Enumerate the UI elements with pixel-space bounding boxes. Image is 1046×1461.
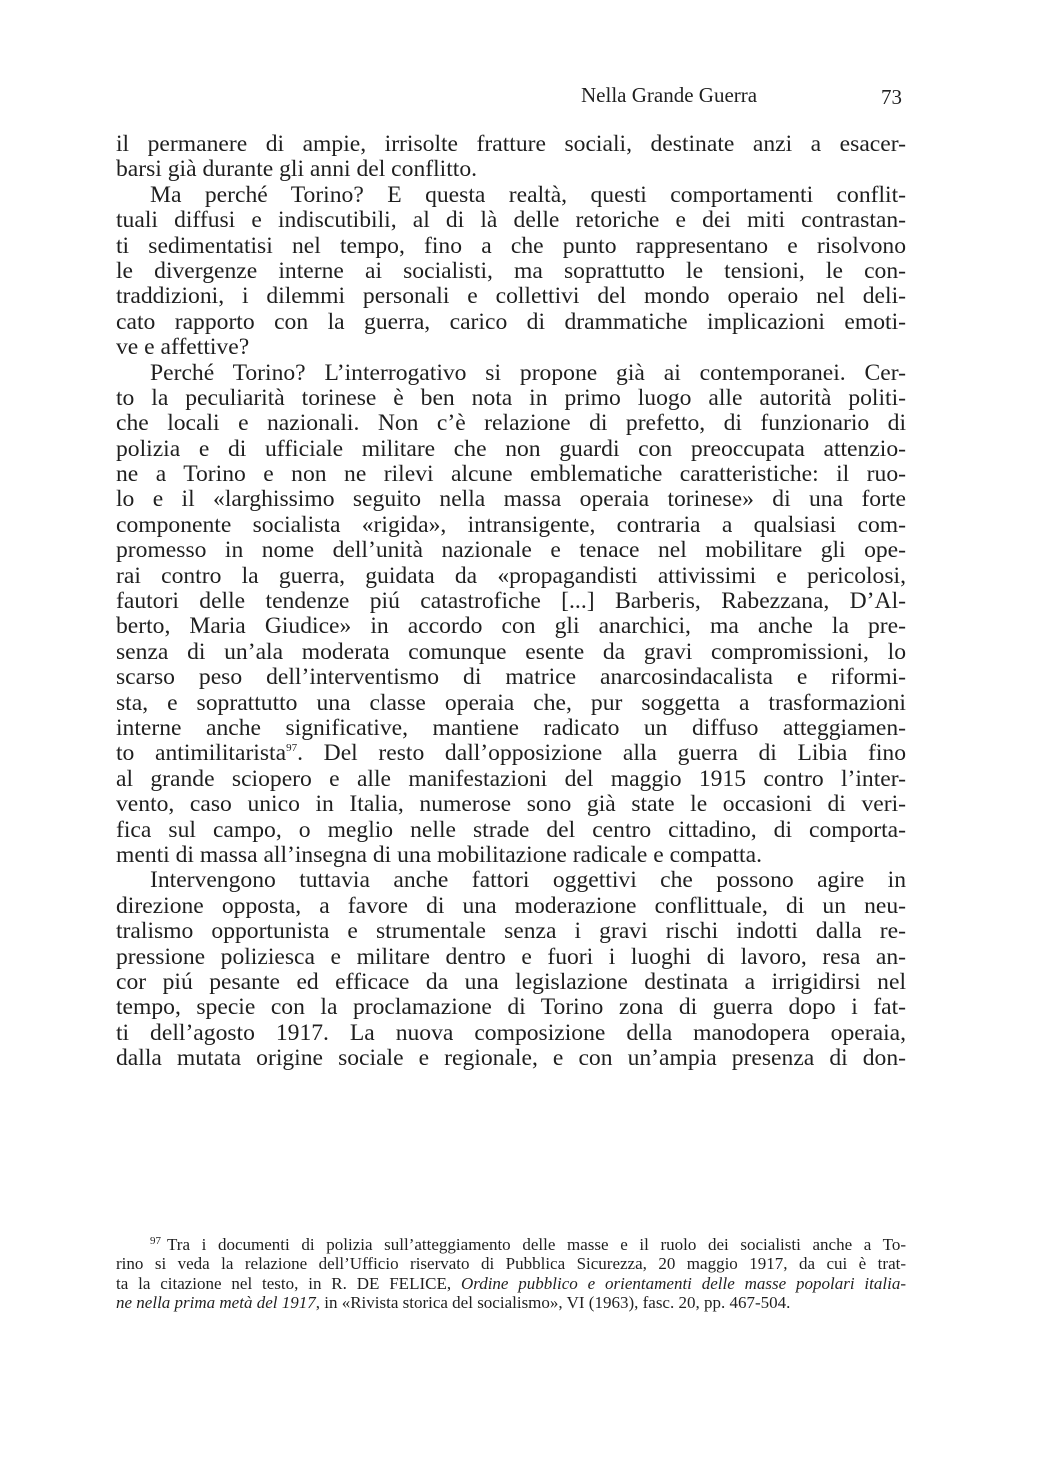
- footnote-title-cont: ne nella prima metà del 1917: [116, 1293, 316, 1313]
- text-line: tuali diffusi e indiscutibili, al di là delle retoriche e dei miti contrastan-: [116, 207, 906, 234]
- text-line: ne a Torino e non ne rilevi alcune emblematiche caratteristiche: il ruo-: [116, 461, 906, 488]
- text-line: menti di massa all’insegna di una mobilitazione radicale e compatta.: [116, 841, 762, 868]
- footnotes: [116, 1235, 906, 1313]
- text-line: scarso peso dell’interventismo di matrice anarcosindacalista e riformi-: [116, 664, 906, 691]
- text-line: direzione opposta, a favore di una moderazione conflittuale, di un neu-: [116, 892, 906, 919]
- footnote-line: ne nella prima metà del 1917, in «Rivista storica del socialismo», VI (1963), fasc. 20, pp. 467-504.: [116, 1293, 791, 1313]
- text-line: il permanere di ampie, irrisolte fratture sociali, destinate anzi a esacer-: [116, 131, 906, 157]
- text-line: senza di un’ala moderata comunque esente da gravi compromissioni, lo: [116, 638, 906, 665]
- footnote-line: ta la citazione nel testo, in R. DE FELICE, Ordine pubblico e orientamenti delle masse popolari italia-: [116, 1273, 906, 1293]
- text-line: vento, caso unico in Italia, numerose sono già state le occasioni di veri-: [116, 791, 906, 818]
- text-line: Intervengono tuttavia anche fattori oggettivi che possono agire in: [150, 867, 906, 894]
- body-text: [116, 132, 906, 1071]
- text-line: fica sul campo, o meglio nelle strade del centro cittadino, di comporta-: [116, 816, 906, 843]
- running-title: Nella Grande Guerra: [581, 83, 758, 107]
- text-line: ti dell’agosto 1917. La nuova composizione della manodopera operaia,: [116, 1019, 906, 1046]
- text-line: traddizioni, i dilemmi personali e collettivi del mondo operaio nel deli-: [116, 283, 906, 310]
- text-line: sta, e soprattutto una classe operaia che, pur soggetta a trasformazioni: [116, 689, 906, 716]
- text-line: Ma perché Torino? E questa realtà, questi comportamenti conflit-: [150, 181, 906, 208]
- text-line: che locali e nazionali. Non c’è relazione di prefetto, di funzionario di: [116, 410, 906, 437]
- text-line: polizia e di ufficiale militare che non guardi con preoccupata attenzio-: [116, 435, 906, 462]
- text-line: to antimilitarista$^{97}$. Del resto dall’opposizione alla guerra di Libia fino: [116, 740, 906, 767]
- footnote-title: Ordine pubblico e orientamenti delle masse popolari italia-: [460, 1273, 906, 1293]
- text-line: le divergenze interne ai socialisti, ma soprattutto le tensioni, le con-: [116, 257, 906, 284]
- text-line: ve e affettive?: [116, 334, 250, 361]
- text-line: barsi già durante gli anni del conflitto.: [116, 156, 478, 183]
- text-line: pressione poliziesca e militare dentro e fuori i luoghi di lavoro, resa an-: [116, 943, 906, 970]
- text-line: to la peculiarità torinese è ben nota in primo luogo alle autorità politi-: [116, 384, 906, 411]
- page-header: [116, 83, 906, 113]
- text-line: dalla mutata origine sociale e regionale, e con un’ampia presenza di don-: [116, 1045, 906, 1072]
- text-line: componente socialista «rigida», intransigente, contraria a qualsiasi com-: [116, 511, 906, 538]
- footnote-mark: 97: [150, 1235, 161, 1247]
- text-line: ti sedimentatisi nel tempo, fino a che punto rappresentano e risolvono: [116, 232, 906, 259]
- page-number: 73: [881, 85, 902, 109]
- text-line: rai contro la guerra, guidata da «propagandisti attivissimi e pericolosi,: [116, 562, 906, 589]
- text-line: tralismo opportunista e strumentale senza i gravi rischi indotti dalla re-: [116, 918, 906, 945]
- text-line: cato rapporto con la guerra, carico di drammatiche implicazioni emoti-: [116, 308, 906, 335]
- footnote-line: $^{97}$ Tra i documenti di polizia sull’atteggiamento delle masse e il ruolo dei socialisti anche a To-: [150, 1235, 906, 1254]
- text-line: interne anche significative, mantiene radicato un diffuso atteggiamen-: [116, 714, 906, 741]
- footnote-author: R. DE FELICE: [331, 1273, 447, 1293]
- text-line: fautori delle tendenze piú catastrofiche [...] Barberis, Rabezzana, D’Al-: [116, 588, 906, 615]
- footnote-line: rino si veda la relazione dell’Ufficio riservato di Pubblica Sicurezza, 20 maggio 1917, da cui è trat-: [116, 1254, 906, 1274]
- text-line: berto, Maria Giudice» in accordo con gli anarchici, ma anche la pre-: [116, 613, 906, 640]
- text-line: lo e il «larghissimo seguito nella massa operaia torinese» di una forte: [116, 486, 906, 513]
- text-line: cor piú pesante ed efficace da una legislazione destinata a irrigidirsi nel: [116, 968, 906, 995]
- text-line: tempo, specie con la proclamazione di Torino zona di guerra dopo i fat-: [116, 994, 906, 1021]
- text-line: al grande sciopero e alle manifestazioni del maggio 1915 contro l’inter-: [116, 765, 906, 792]
- text-line: promesso in nome dell’unità nazionale e tenace nel mobilitare gli ope-: [116, 537, 906, 564]
- text-line: Perché Torino? L’interrogativo si propone già ai contemporanei. Cer-: [150, 359, 906, 386]
- footnote-reference: 97: [286, 742, 298, 755]
